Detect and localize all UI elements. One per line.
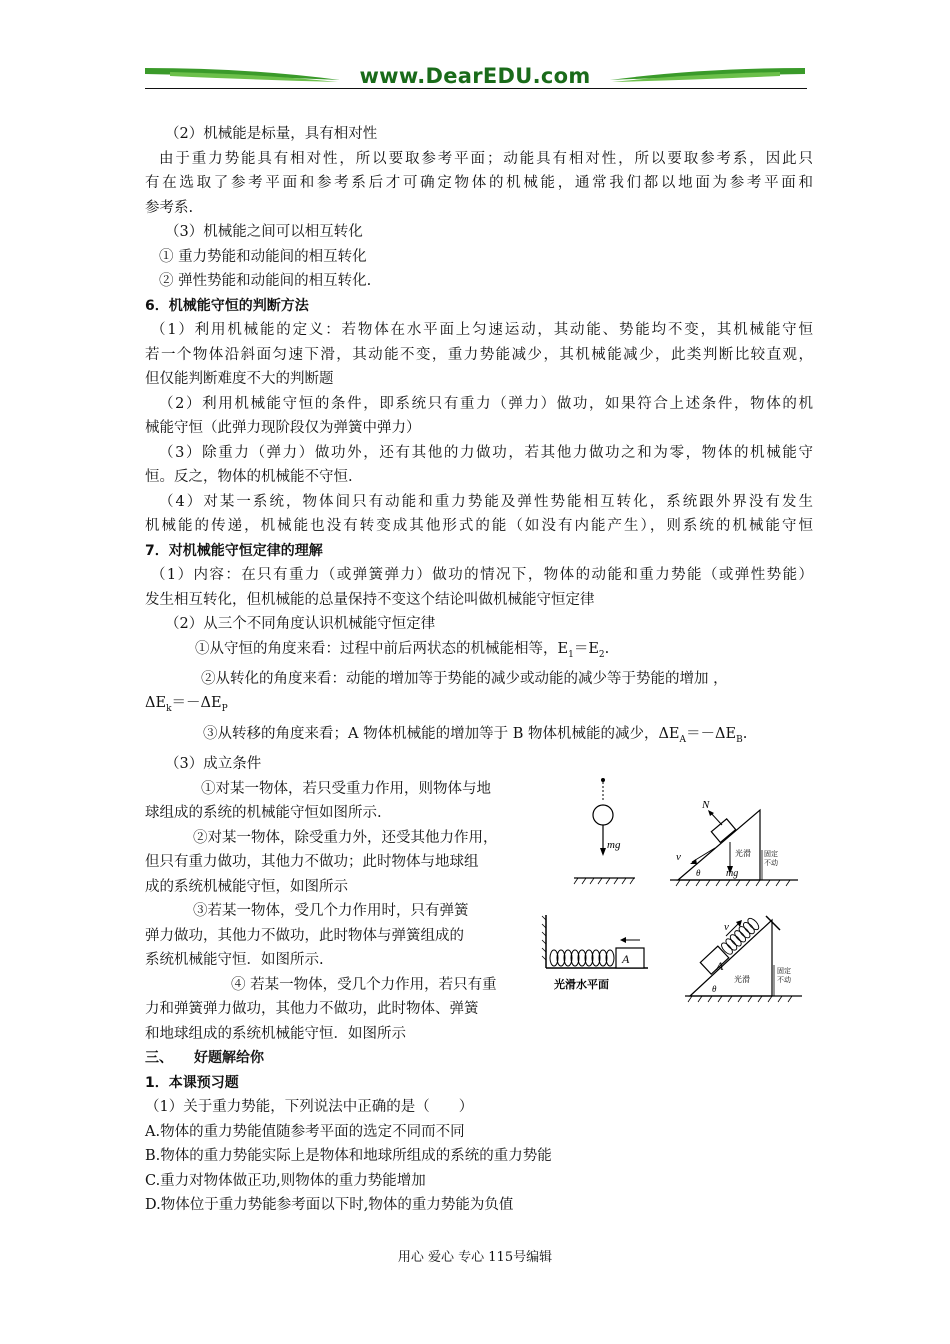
fig3-caption: 光滑水平面 — [554, 979, 609, 991]
option-b: B.物体的重力势能实际上是物体和地球所组成的系统的重力势能 — [145, 1148, 552, 1165]
fig1-mg-label: mg — [607, 839, 621, 851]
text-line: 但仅能判断难度不大的判断题 — [145, 371, 334, 387]
fig3-block-label: A — [622, 952, 630, 966]
subscript: 1 — [568, 649, 574, 660]
text-line: 机械能的传递，机械能也没有转变成其他形式的能（如没有内能产生），则系统的机械能守恒 — [145, 518, 813, 534]
header-divider — [145, 88, 807, 89]
figure-free-fall — [574, 778, 635, 884]
text-fragment: ＝－ΔE — [686, 725, 737, 742]
fig2-smooth-label: 光滑 — [735, 849, 751, 858]
subscript: P — [221, 704, 228, 715]
text-line: 发生相互转化，但机械能的总量保持不变这个结论叫做机械能守恒定律 — [145, 591, 595, 608]
subscript: B — [736, 734, 743, 745]
text-line: 但只有重力做功，其他力不做功；此时物体与地球组 — [145, 854, 479, 871]
fig2-fixed-label-2: 不动 — [764, 859, 778, 867]
text-line: ① 重力势能和动能间的相互转化 — [159, 248, 367, 265]
section-heading: 6．机械能守恒的判断方法 — [145, 297, 309, 314]
text-line: 械能守恒（此弹力现阶段仅为弹簧中弹力） — [145, 420, 421, 436]
figure-incline-spring — [685, 916, 802, 1002]
site-logo[interactable]: www.DearEDU.com — [359, 64, 591, 88]
fig4-fixed-label-2: 不动 — [777, 976, 791, 984]
option-c: C.重力对物体做正功,则物体的重力势能增加 — [145, 1172, 426, 1189]
option-a: A.物体的重力势能值随参考平面的选定不同而不同 — [145, 1123, 465, 1140]
text-line — [145, 637, 813, 667]
text-line: 和地球组成的系统机械能守恒．如图所示 — [145, 1025, 406, 1042]
fig4-fixed-label: 固定 — [777, 967, 791, 975]
text-line: （2）从三个不同角度认识机械能守恒定律 — [165, 616, 436, 632]
text-line: ② 弹性势能和动能间的相互转化. — [159, 273, 372, 289]
text-line: （3）机械能之间可以相互转化 — [165, 224, 363, 240]
fig2-n-label: N — [702, 799, 710, 811]
figure-incline-block — [670, 799, 798, 886]
text-line: ④ 若某一物体，受几个力作用，若只有重 — [231, 976, 497, 993]
text-line: ②对某一物体，除受重力外，还受其他力作用， — [193, 829, 498, 846]
text-fragment: ①从守恒的角度来看：过程中前后两状态的机械能相等，E — [195, 640, 569, 657]
text-line: ①对某一物体，若只受重力作用，则物体与地 — [201, 780, 491, 797]
text-line: （2）利用机械能守恒的条件，即系统只有重力（弹力）做功，如果符合上述条件，物体的机 — [159, 395, 813, 412]
text-line: 球组成的系统的机械能守恒如图所示. — [145, 805, 382, 822]
document-body — [145, 122, 813, 1218]
fig4-theta-label: θ — [712, 984, 717, 994]
fig2-fixed-label: 固定 — [764, 850, 778, 858]
fig2-v-label: v — [676, 851, 681, 863]
text-line: 恒。反之，物体的机械能不守恒. — [145, 469, 353, 485]
section-heading: 7．对机械能守恒定律的理解 — [145, 542, 323, 559]
text-line: （2）机械能是标量，具有相对性 — [165, 126, 378, 142]
fig2-theta-label: θ — [696, 868, 701, 878]
text-line: （1）内容：在只有重力（或弹簧弹力）做功的情况下，物体的动能和重力势能（或弹性势能） — [151, 567, 813, 583]
figures-svg — [540, 770, 820, 1005]
fig4-v-label: v — [724, 921, 729, 933]
text-fragment: ＝E — [573, 640, 599, 657]
text-line — [145, 722, 813, 752]
page-footer: 用心 爱心 专心 115号编辑 — [397, 1250, 553, 1265]
text-fragment: . — [742, 725, 748, 742]
section-heading: 1．本课预习题 — [145, 1074, 239, 1091]
text-line: 参考系. — [145, 199, 194, 216]
text-fragment: ΔE — [145, 695, 167, 712]
question-stem: （1）关于重力势能，下列说法中正确的是（ ） — [145, 1099, 474, 1116]
physics-figures — [540, 770, 820, 1005]
figure-horizontal-spring — [542, 915, 648, 991]
fig2-mg-label: mg — [726, 868, 739, 879]
text-fragment: ③从转移的角度来看；A 物体机械能的增加等于 B 物体机械能的减少，ΔE — [203, 725, 680, 742]
fig4-smooth-label: 光滑 — [734, 975, 750, 984]
text-line: （3）成立条件 — [165, 756, 262, 773]
option-d: D.物体位于重力势能参考面以下时,物体的重力势能为负值 — [145, 1197, 514, 1214]
text-line — [145, 691, 813, 721]
text-line: 若一个物体沿斜面匀速下滑，其动能不变，重力势能减少，其机械能减少，此类判断比较直观， — [145, 346, 813, 363]
subscript: k — [166, 704, 172, 715]
text-fragment: ＝－ΔE — [171, 695, 222, 712]
text-line: 弹力做功，其他力不做功，此时物体与弹簧组成的 — [145, 927, 464, 944]
text-line: 系统机械能守恒．如图所示. — [145, 952, 324, 969]
text-line: 力和弹簧弹力做功，其他力不做功，此时物体、弹簧 — [145, 1001, 479, 1018]
text-line: （3）除重力（弹力）做功外，还有其他的力做功，若其他力做功之和为零，物体的机械能守 — [159, 444, 813, 461]
text-line: ②从转化的角度来看：动能的增加等于势能的减少或动能的减少等于势能的增加 ， — [201, 670, 728, 687]
section-heading: 三、 好题解给你 — [145, 1050, 264, 1067]
text-line: （1）利用机械能的定义：若物体在水平面上匀速运动，其动能、势能均不变，其机械能守恒 — [151, 322, 813, 338]
text-line: ③若某一物体，受几个力作用时，只有弹簧 — [193, 903, 469, 920]
text-line: 成的系统机械能守恒，如图所示 — [145, 878, 348, 895]
text-line: 有在选取了参考平面和参考系后才可确定物体的机械能，通常我们都以地面为参考平面和 — [145, 175, 813, 191]
subscript: A — [679, 734, 687, 745]
text-line: （4）对某一系统，物体间只有动能和重力势能及弹性势能相互转化，系统跟外界没有发生 — [159, 493, 813, 510]
text-line: 由于重力势能具有相对性，所以要取参考平面；动能具有相对性，所以要取参考系，因此只 — [159, 150, 813, 167]
text-fragment: . — [604, 640, 610, 657]
subscript: 2 — [598, 649, 605, 660]
fig4-block-label: A — [716, 959, 724, 973]
